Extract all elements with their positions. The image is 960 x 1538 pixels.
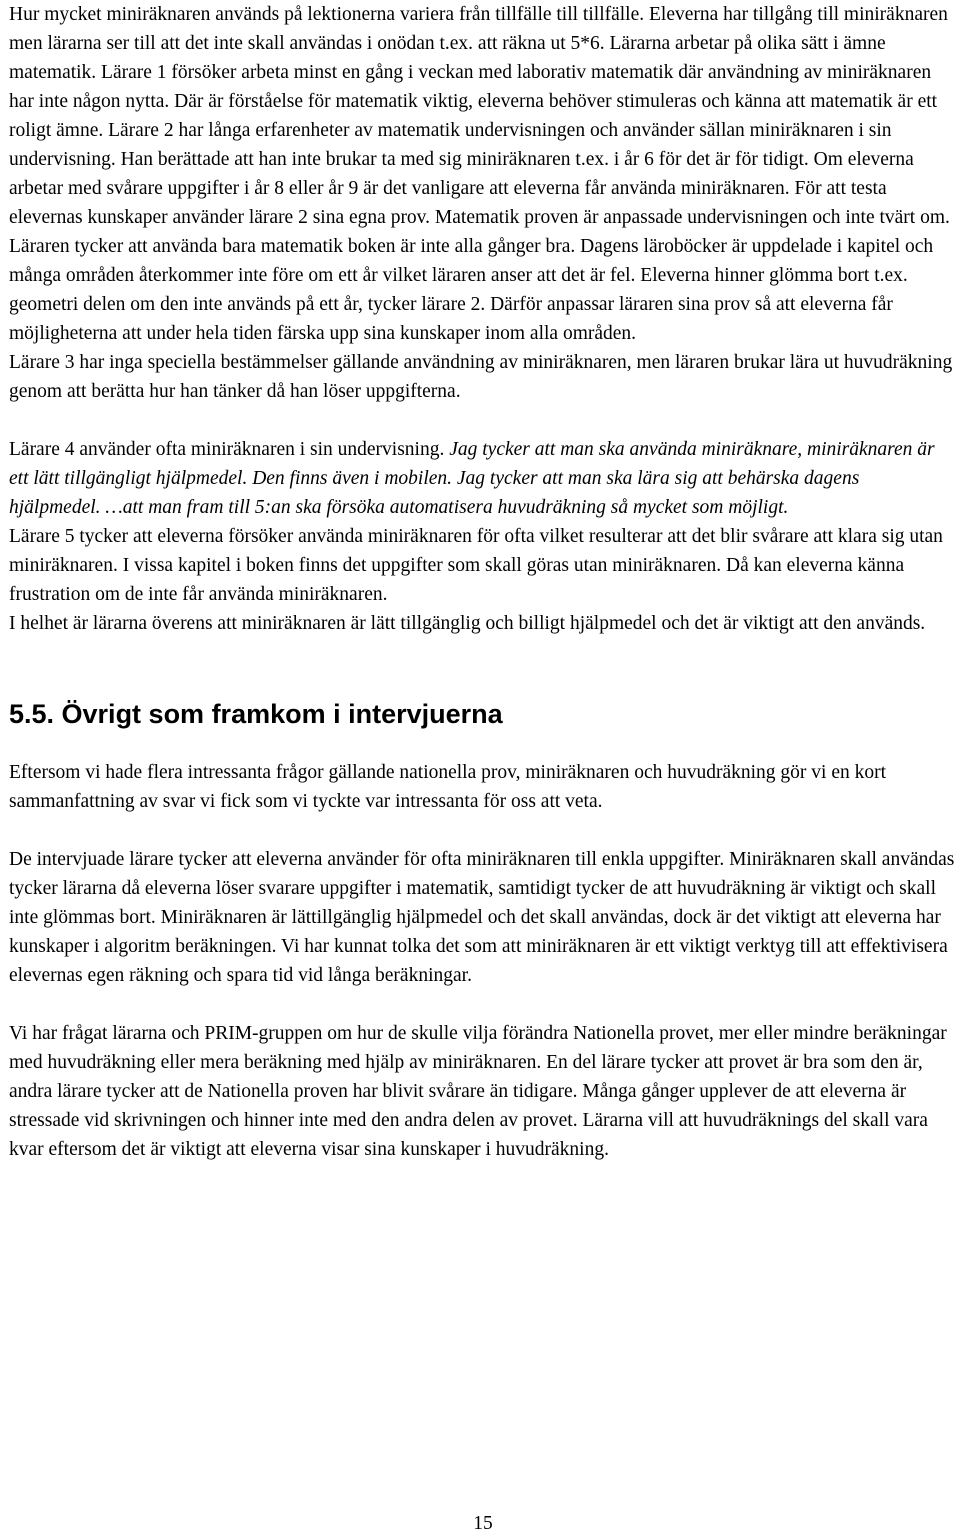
- document-page: [9, 0, 955, 1164]
- paragraph-calculator-usage: Hur mycket miniräknaren används på lektionerna variera från tillfälle till tillfälle. Eleverna har tillgång till miniräknaren men lärarna ser till att det inte skall användas i onödan t.ex. att räkna ut 5*6. Lärarna arbetar på olika sätt i ämne matematik. Lärare 1 försöker arbeta minst en gång i veckan med laborativ matematik där användning av miniräknaren har inte någon nytta. Där är förståelse för matematik viktig, eleverna behöver stimuleras och känna att matematik är ett roligt ämne. Lärare 2 har långa erfarenheter av matematik undervisningen och använder sällan miniräknaren i sin undervisning. Han berättade att han inte brukar ta med sig miniräknaren t.ex. i år 6 för det är för tidigt. Om eleverna arbetar med svårare uppgifter i år 8 eller år 9 är det vanligare att eleverna får använda miniräknaren. För att testa elevernas kunskaper använder lärare 2 sina egna prov. Matematik proven är anpassade undervisningen och inte tvärt om. Läraren tycker att använda bara matematik boken är inte alla gånger bra. Dagens läroböcker är uppdelade i kapitel och många områden återkommer inte före om ett år vilket läraren anser att det är fel. Eleverna hinner glömma bort t.ex. geometri delen om den inte används på ett år, tycker lärare 2. Därför anpassar läraren sina prov så att eleverna får möjligheterna att under hela tiden färska upp sina kunskaper inom alla områden.: [9, 4, 950, 344]
- teacher-4-quote: Jag tycker att man ska använda miniräknare, miniräknaren är ett lätt tillgängligt hjälpmedel. Den finns även i mobilen. Jag tycker att man ska lära sig att behärska dagens hjälpmedel. …att man fram till 5:an ska försöka automatisera huvudräkning så mycket som möjligt.: [9, 439, 935, 518]
- paragraph-national-test: Vi har frågat lärarna och PRIM-gruppen om hur de skulle vilja förändra Nationella provet, mer eller mindre beräkningar med huvudräkning eller mera beräkning med hjälp av miniräknaren. En del lärare tycker att provet är bra som den är, andra lärare tycker att de Nationella proven har blivit svårare än tidigare. Många gånger upplever de att eleverna är stressade vid skrivningen och hinner inte med den andra delen av provet. Lärarna vill att huvudräknings del skall vara kvar eftersom det är viktigt att eleverna visar sina kunskaper i huvudräkning.: [9, 1023, 947, 1160]
- paragraph-teacher-3: Lärare 3 har inga speciella bestämmelser gällande användning av miniräknaren, men läraren brukar lära ut huvudräkning genom att berätta hur han tänker då han löser uppgifterna.: [9, 352, 953, 402]
- paragraph-teacher-5: Lärare 5 tycker att eleverna försöker använda miniräknaren för ofta vilket resulterar att det blir svårare att klara sig utan miniräknaren. I vissa kapitel i boken finns det uppgifter som skall göras utan miniräknaren. Då kan eleverna känna frustration om de inte får använda miniräknaren.: [9, 526, 943, 605]
- paragraph-teacher-4: [9, 435, 955, 522]
- paragraph-summary: I helhet är lärarna överens att miniräknaren är lätt tillgänglig och billigt hjälpmedel och det är viktigt att den används.: [9, 613, 926, 634]
- page-number: 15: [473, 1513, 493, 1534]
- paragraph-interviewed-teachers: De intervjuade lärare tycker att eleverna använder för ofta miniräknaren till enkla uppgifter. Miniräknaren skall användas tycker lärarna då eleverna löser svarare uppgifter i matematik, samtidigt tycker de att huvudräkning är viktigt och skall inte glömmas bort. Miniräknaren är lättillgänglig hjälpmedel och det skall användas, dock är det viktigt att eleverna har kunskaper i algoritm beräkningen. Vi har kunnat tolka det som att miniräknaren är ett viktigt verktyg till att effektivisera elevernas egen räkning och spara tid vid långa beräkningar.: [9, 849, 955, 986]
- paragraph-intro-summary: Eftersom vi hade flera intressanta frågor gällande nationella prov, miniräknaren och huvudräkning gör vi en kort sammanfattning av svar vi fick som vi tyckte var intressanta för oss att veta.: [9, 762, 887, 812]
- teacher-4-statement: Lärare 4 använder ofta miniräknaren i sin undervisning.: [9, 439, 450, 460]
- section-heading: 5.5. Övrigt som framkom i intervjuerna: [9, 699, 503, 729]
